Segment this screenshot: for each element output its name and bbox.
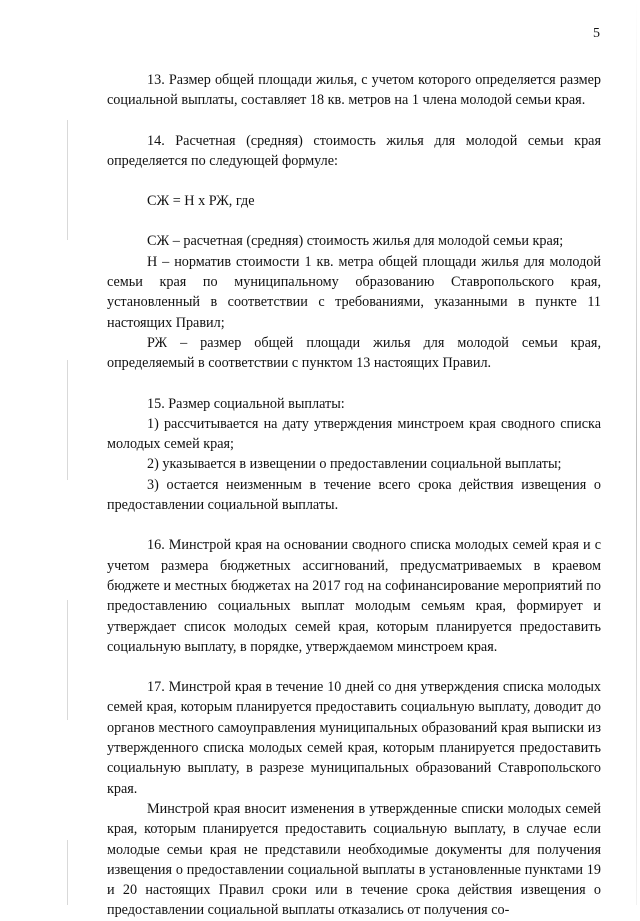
formula: СЖ = Н х РЖ, где — [147, 193, 255, 210]
paragraph-15-item-1: 1) рассчитывается на дату утверждения минстроем края сводного списка молодых семей края; — [107, 415, 601, 453]
page-number: 5 — [593, 26, 600, 41]
paragraph-16: 16. Минстрой края на основании сводного списка молодых семей края и с учетом размера бюджетных ассигнований, предусматриваемых в краевом бюджете и местных бюджетах на 2017 год на софинансирование мероприятий по предоставлению социальных выплат молодым семьям края, формирует и утверждает список молодых семей края, которым планируется предоставить социальную выплату, в порядке, утверждаемом минстроем края. — [107, 537, 601, 655]
paragraph-15-item-3: 3) остается неизменным в течение всего срока действия извещения о предоставлении социальной выплаты. — [107, 476, 601, 514]
paragraph-15-item-2: 2) указывается в извещении о предоставлении социальной выплаты; — [147, 456, 562, 473]
paragraph-13: 13. Размер общей площади жилья, с учетом которого определяется размер социальной выплаты, составляет 18 кв. метров на 1 члена молодой семьи края. — [107, 72, 601, 109]
definition-szh: СЖ – расчетная (средняя) стоимость жилья для молодой семьи края; — [147, 233, 564, 250]
document-body — [107, 70, 601, 921]
paragraph-17-continuation: Минстрой края вносит изменения в утвержденные списки молодых семей края, которым планируется предоставить социальную выплату, в случае если молодые семьи края не представили необходимые документы для получения извещения о предоставлении социальной выплаты в установленные пунктами 19 и 20 настоящих Правил сроки или в течение срока действия извещения о предоставлении социальной выплаты отказались от получения со- — [107, 800, 601, 919]
definition-rzh: РЖ – размер общей площади жилья для молодой семьи края, определяемый в соответствии с пунктом 13 настоящих Правил. — [107, 334, 601, 372]
definition-n: Н – норматив стоимости 1 кв. метра общей площади жилья для молодой семьи края по муниципальному образованию Ставропольского края, установленный в соответствии с требованиями, указанными в пункте 11 настоящих Правил; — [107, 253, 601, 331]
scan-artifact-right — [636, 0, 637, 905]
scan-artifact-left — [67, 0, 68, 905]
paragraph-15: 15. Размер социальной выплаты: — [147, 395, 345, 412]
paragraph-14: 14. Расчетная (средняя) стоимость жилья для молодой семьи края определяется по следующей формуле: — [107, 132, 601, 169]
paragraph-17: 17. Минстрой края в течение 10 дней со дня утверждения списка молодых семей края, которым планируется предоставить социальную выплату, доводит до органов местного самоуправления муниципальных образований края выписки из утвержденного списка молодых семей края, которым планируется предоставить социальную выплату, в разрезе муниципальных образований Ставропольского края. — [107, 679, 601, 797]
